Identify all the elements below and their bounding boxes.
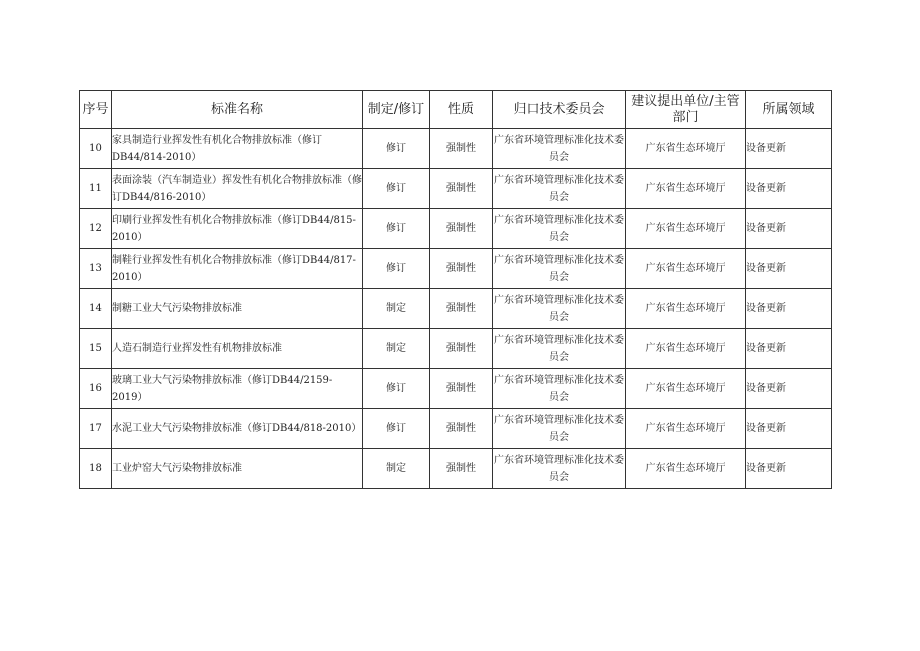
header-type: 制定/修订 [363,91,430,129]
standards-table [79,90,832,489]
cell-committee: 广东省环境管理标准化技术委员会 [493,209,626,249]
cell-dept: 广东省生态环境厅 [626,369,746,409]
cell-seq: 11 [80,169,112,209]
cell-type: 制定 [363,329,430,369]
cell-nature: 强制性 [430,209,493,249]
cell-dept: 广东省生态环境厅 [626,289,746,329]
cell-type: 修订 [363,169,430,209]
cell-dept: 广东省生态环境厅 [626,169,746,209]
table-row [80,209,832,249]
header-seq: 序号 [80,91,112,129]
cell-committee: 广东省环境管理标准化技术委员会 [493,129,626,169]
header-dept: 建议提出单位/主管部门 [626,91,746,129]
cell-field: 设备更新 [746,169,832,209]
cell-nature: 强制性 [430,129,493,169]
table-header-row [80,91,832,129]
cell-name: 制鞋行业挥发性有机化合物排放标准（修订DB44/817-2010） [112,249,363,289]
header-name: 标准名称 [112,91,363,129]
cell-dept: 广东省生态环境厅 [626,449,746,489]
cell-field: 设备更新 [746,129,832,169]
cell-dept: 广东省生态环境厅 [626,209,746,249]
cell-name: 表面涂装（汽车制造业）挥发性有机化合物排放标准（修订DB44/816-2010） [112,169,363,209]
cell-field: 设备更新 [746,449,832,489]
cell-dept: 广东省生态环境厅 [626,329,746,369]
cell-nature: 强制性 [430,449,493,489]
cell-dept: 广东省生态环境厅 [626,409,746,449]
cell-seq: 18 [80,449,112,489]
cell-seq: 15 [80,329,112,369]
cell-field: 设备更新 [746,289,832,329]
cell-name: 工业炉窑大气污染物排放标准 [112,449,363,489]
cell-nature: 强制性 [430,249,493,289]
table-row [80,169,832,209]
cell-name: 玻璃工业大气污染物排放标准（修订DB44/2159-2019） [112,369,363,409]
cell-dept: 广东省生态环境厅 [626,129,746,169]
cell-type: 制定 [363,449,430,489]
cell-committee: 广东省环境管理标准化技术委员会 [493,329,626,369]
table-row [80,249,832,289]
cell-type: 修订 [363,409,430,449]
header-nature: 性质 [430,91,493,129]
table-row [80,369,832,409]
cell-name: 水泥工业大气污染物排放标准（修订DB44/818-2010） [112,409,363,449]
cell-seq: 16 [80,369,112,409]
cell-seq: 14 [80,289,112,329]
header-field: 所属领域 [746,91,832,129]
table-row [80,409,832,449]
cell-committee: 广东省环境管理标准化技术委员会 [493,409,626,449]
cell-seq: 17 [80,409,112,449]
cell-seq: 10 [80,129,112,169]
cell-name: 制糖工业大气污染物排放标准 [112,289,363,329]
cell-committee: 广东省环境管理标准化技术委员会 [493,289,626,329]
cell-type: 修订 [363,369,430,409]
cell-nature: 强制性 [430,409,493,449]
cell-type: 修订 [363,129,430,169]
cell-committee: 广东省环境管理标准化技术委员会 [493,449,626,489]
table-row [80,289,832,329]
cell-field: 设备更新 [746,409,832,449]
table-row [80,329,832,369]
table-row [80,129,832,169]
cell-name: 人造石制造行业挥发性有机物排放标准 [112,329,363,369]
table-row [80,449,832,489]
cell-type: 修订 [363,209,430,249]
cell-field: 设备更新 [746,249,832,289]
cell-type: 修订 [363,249,430,289]
cell-committee: 广东省环境管理标准化技术委员会 [493,169,626,209]
cell-committee: 广东省环境管理标准化技术委员会 [493,249,626,289]
cell-committee: 广东省环境管理标准化技术委员会 [493,369,626,409]
cell-name: 家具制造行业挥发性有机化合物排放标准（修订DB44/814-2010） [112,129,363,169]
cell-nature: 强制性 [430,369,493,409]
cell-field: 设备更新 [746,329,832,369]
header-committee: 归口技术委员会 [493,91,626,129]
cell-name: 印刷行业挥发性有机化合物排放标准（修订DB44/815-2010） [112,209,363,249]
cell-nature: 强制性 [430,289,493,329]
cell-nature: 强制性 [430,329,493,369]
cell-dept: 广东省生态环境厅 [626,249,746,289]
cell-nature: 强制性 [430,169,493,209]
cell-field: 设备更新 [746,209,832,249]
cell-seq: 12 [80,209,112,249]
cell-field: 设备更新 [746,369,832,409]
cell-type: 制定 [363,289,430,329]
cell-seq: 13 [80,249,112,289]
